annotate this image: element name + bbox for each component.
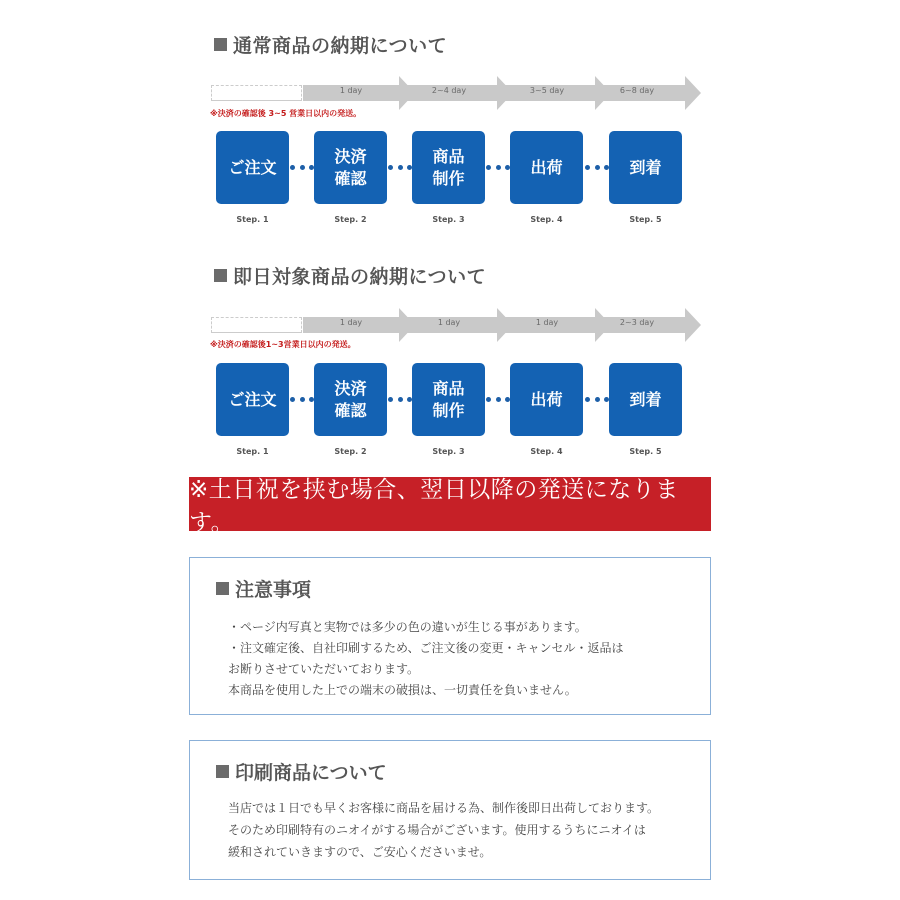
timeline-start-placeholder [211, 317, 302, 333]
printing-title: 印刷商品について [216, 758, 387, 785]
printing-line: 緩和されていきますので、ご安心くださいませ。 [228, 845, 492, 859]
step-caption: Step. 3 [432, 447, 465, 456]
notice-line: ・ページ内写真と実物では多少の色の違いが生じる事があります。 [228, 620, 587, 634]
square-bullet-icon [216, 765, 229, 778]
step-production: 商品 制作 [412, 131, 485, 204]
duration-label: 2~4 day [431, 86, 467, 95]
sameday-timeline [211, 308, 701, 342]
duration-label: 6~8 day [619, 86, 655, 95]
step-connector [486, 165, 510, 171]
notice-title: 注意事項 [216, 575, 311, 602]
step-caption: Step. 4 [530, 215, 563, 224]
printing-line: 当店では１日でも早くお客様に商品を届ける為、制作後即日出荷しております。 [228, 801, 660, 815]
step-caption: Step. 2 [334, 215, 367, 224]
duration-label: 1 day [535, 318, 559, 327]
square-bullet-icon [216, 582, 229, 595]
duration-label: 2~3 day [619, 318, 655, 327]
step-connector [290, 165, 314, 171]
step-payment-confirm: 決済 確認 [314, 131, 387, 204]
sameday-delivery-title: 即日対象商品の納期について [214, 262, 486, 289]
step-connector [388, 165, 412, 171]
step-caption: Step. 5 [629, 215, 662, 224]
step-production: 商品 制作 [412, 363, 485, 436]
duration-label: 1 day [339, 318, 363, 327]
step-connector [388, 397, 412, 403]
notice-line: お断りさせていただいております。 [228, 662, 420, 676]
step-order: ご注文 [216, 363, 289, 436]
step-caption: Step. 1 [236, 215, 269, 224]
step-connector [290, 397, 314, 403]
notice-line: ・注文確定後、自社印刷するため、ご注文後の変更・キャンセル・返品は [228, 641, 624, 655]
normal-shipping-note: ※決済の確認後 3~5 営業日以内の発送。 [210, 109, 362, 118]
step-payment-confirm: 決済 確認 [314, 363, 387, 436]
step-caption: Step. 4 [530, 447, 563, 456]
duration-label: 1 day [437, 318, 461, 327]
normal-timeline [211, 76, 701, 110]
duration-label: 1 day [339, 86, 363, 95]
step-caption: Step. 5 [629, 447, 662, 456]
printing-box [189, 740, 711, 880]
step-caption: Step. 3 [432, 215, 465, 224]
duration-label: 3~5 day [529, 86, 565, 95]
sameday-shipping-note: ※決済の確認後1~3営業日以内の発送。 [210, 340, 356, 349]
step-shipping: 出荷 [510, 131, 583, 204]
square-bullet-icon [214, 38, 227, 51]
step-arrival: 到着 [609, 131, 682, 204]
step-order: ご注文 [216, 131, 289, 204]
square-bullet-icon [214, 269, 227, 282]
notice-box [189, 557, 711, 715]
step-arrival: 到着 [609, 363, 682, 436]
step-connector [585, 165, 609, 171]
weekend-notice-banner: ※土日祝を挟む場合、翌日以降の発送になります。 [189, 477, 711, 531]
step-caption: Step. 1 [236, 447, 269, 456]
timeline-start-placeholder [211, 85, 302, 101]
printing-line: そのため印刷特有のニオイがする場合がございます。使用するうちにニオイは [228, 823, 646, 837]
notice-line: 本商品を使用した上での端末の破損は、一切責任を負いません。 [228, 683, 577, 697]
step-shipping: 出荷 [510, 363, 583, 436]
step-caption: Step. 2 [334, 447, 367, 456]
step-connector [486, 397, 510, 403]
normal-delivery-title: 通常商品の納期について [214, 31, 447, 58]
step-connector [585, 397, 609, 403]
